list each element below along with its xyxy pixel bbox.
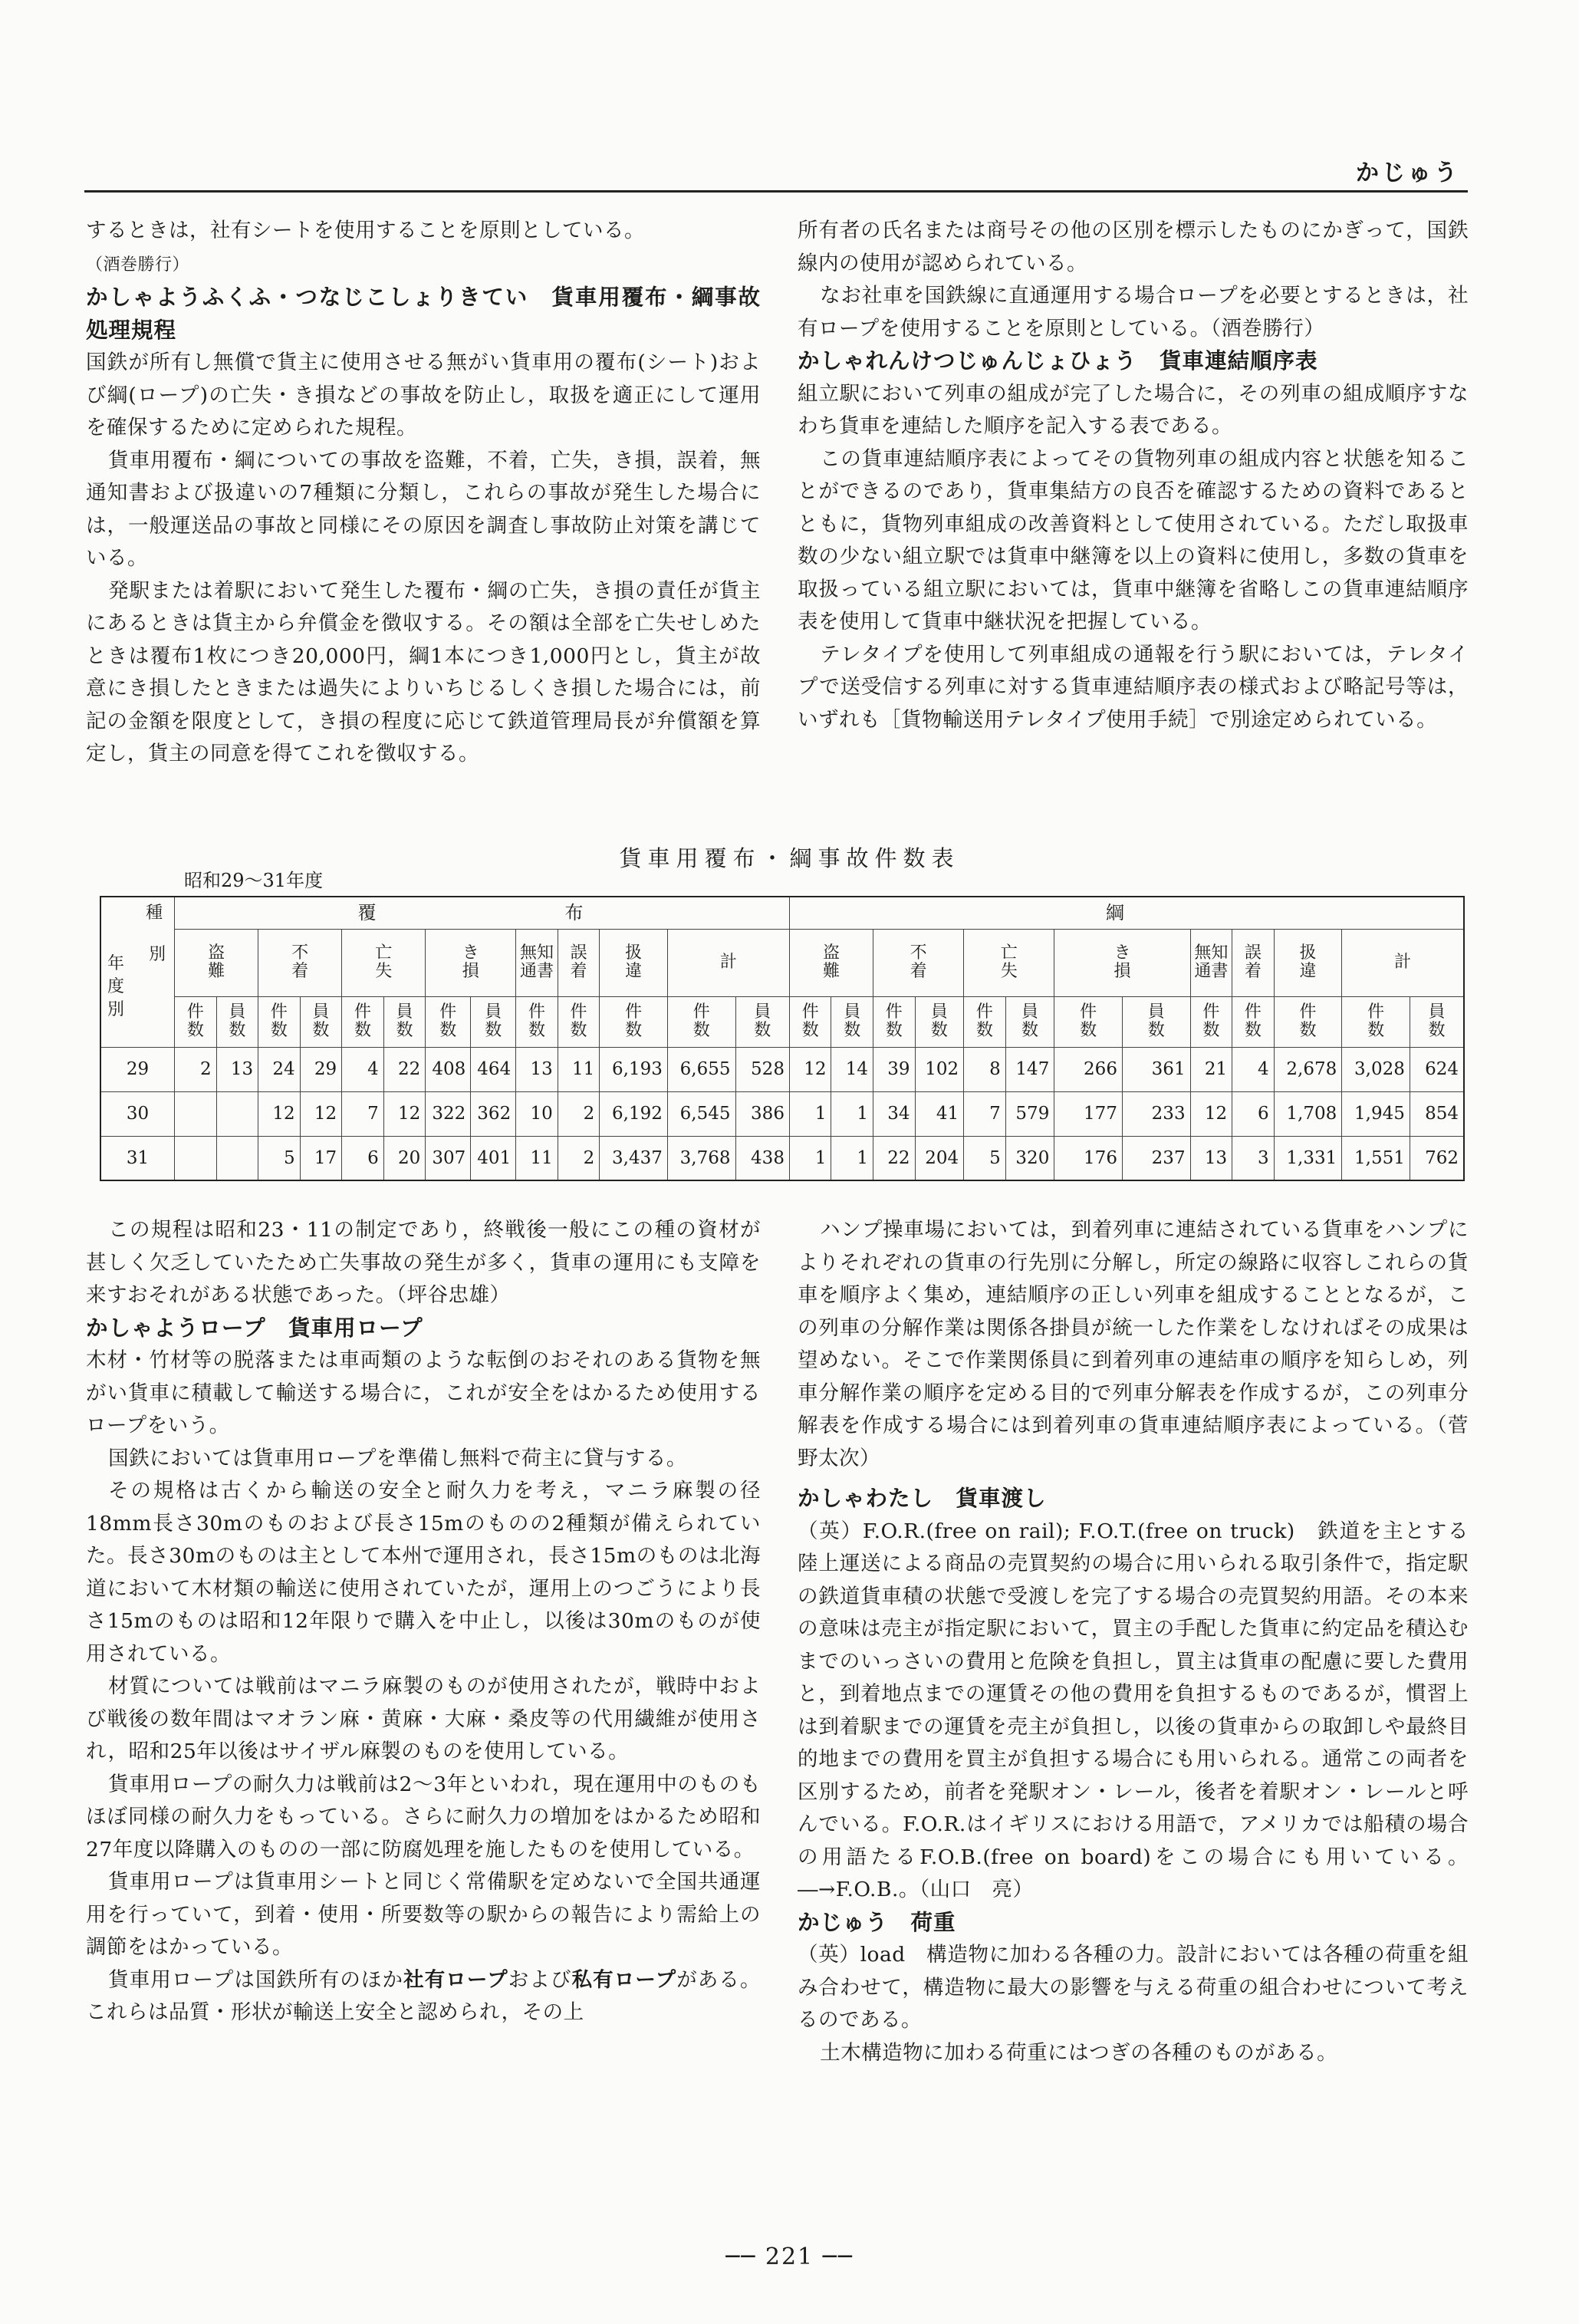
unit-header-ken: 件 数: [258, 996, 301, 1047]
right-column-bottom: [798, 1214, 1469, 2069]
table-cell: 5: [258, 1136, 301, 1180]
table-cell: 20: [383, 1136, 426, 1180]
paragraph: 材質については戦前はマニラ麻製のものが使用されたが，戦時中および戦後の数年間はマオラン麻・黄麻・大麻・桑皮等の代用繊維が使用され，昭和25年以後はサイザル麻製のものを使用している。: [86, 1674, 761, 1763]
table-cell: 7: [342, 1091, 384, 1136]
table-cell: 41: [915, 1091, 964, 1136]
table-cell: 401: [471, 1136, 516, 1180]
entry-title-rope: かしゃようロープ 貨車用ロープ: [86, 1315, 423, 1341]
unit-header-in: 員 数: [300, 996, 342, 1047]
table-cell: 1,945: [1342, 1091, 1410, 1136]
paragraph: 発駅または着駅において発生した覆布・綱の亡失，き損の責任が貨主にあるときは貨主から弁償金を徴収する。その額は全部を亡失せしめたときは覆布1枚につき20,000円，綱1本につき1,000円とし，貨主が故意にき損したときまたは過失によりいちじるしくき損した場合には，前記の金額を限度として，き損の程度に応じて鉄道管理局長が弁償額を算定し，貨主の同意を得てこれを徴収する。: [86, 578, 761, 765]
category-header: 不 着: [873, 929, 964, 996]
page-number: ── 221 ──: [725, 2243, 854, 2270]
unit-header-ken: 件 数: [667, 996, 735, 1047]
category-header: 無知 通書: [1190, 929, 1232, 996]
table-cell: 6: [1232, 1091, 1275, 1136]
table-cell: 2: [558, 1091, 600, 1136]
unit-header-in: 員 数: [831, 996, 873, 1047]
table-cell: 13: [516, 1047, 558, 1091]
left-column-top: [86, 215, 761, 771]
running-header-index: かじゅう: [1356, 160, 1460, 186]
table-corner-header: [100, 897, 175, 1047]
table-cell: 6,545: [667, 1091, 735, 1136]
unit-header-in: 員 数: [216, 996, 258, 1047]
term-shayu-rope: 社有ロープ: [403, 1967, 508, 1992]
table-cell: 386: [735, 1091, 789, 1136]
entry-title-kaju: かじゅう 荷重: [798, 1909, 956, 1935]
table-cell: 2: [175, 1047, 217, 1091]
table-cell: 29: [300, 1047, 342, 1091]
table-period: 昭和29〜31年度: [184, 870, 324, 891]
row-year: 29: [100, 1047, 175, 1091]
paragraph: なお社車を国鉄線に直通運用する場合ロープを必要とするときは，社有ロープを使用することを原則としている。（酒巻勝行）: [798, 284, 1469, 341]
table-cell: 34: [873, 1091, 916, 1136]
table-cell: 5: [964, 1136, 1006, 1180]
table-cell: 1,708: [1274, 1091, 1342, 1136]
table-cell: 408: [426, 1047, 471, 1091]
unit-header-ken: 件 数: [600, 996, 668, 1047]
paragraph: 国鉄においては貨車用ロープを準備し無料で荷主に貸与する。: [108, 1446, 687, 1470]
author-credit: （酒巻勝行）: [86, 255, 190, 275]
table-cell: 464: [471, 1047, 516, 1091]
table-cell: [175, 1136, 217, 1180]
unit-header-ken: 件 数: [558, 996, 600, 1047]
row-year: 31: [100, 1136, 175, 1180]
table-cell: 1: [831, 1136, 873, 1180]
table-cell: 762: [1410, 1136, 1464, 1180]
paragraph: テレタイプを使用して列車組成の通報を行う駅においては，テレタイプで送受信する列車に対する貨車連結順序表の様式および略記号等は，いずれも［貨物輸送用テレタイプ使用手続］で別途定められている。: [798, 642, 1469, 732]
table-cell: 3,028: [1342, 1047, 1410, 1091]
table-body: [100, 1047, 1464, 1180]
unit-header-ken: 件 数: [964, 996, 1006, 1047]
unit-header-in: 員 数: [735, 996, 789, 1047]
row-year: 30: [100, 1091, 175, 1136]
category-header: き 損: [1054, 929, 1190, 996]
accident-table-wrap: [100, 896, 1465, 1181]
unit-header-row: [100, 996, 1464, 1047]
table-cell: 6,193: [600, 1047, 668, 1091]
category-header: 扱 違: [1274, 929, 1342, 996]
unit-header-ken: 件 数: [1190, 996, 1232, 1047]
group-header-tsuna: 綱: [789, 897, 1464, 929]
table-cell: 1,551: [1342, 1136, 1410, 1180]
table-cell: 3: [1232, 1136, 1275, 1180]
table-cell: 1,331: [1274, 1136, 1342, 1180]
table-cell: 14: [831, 1047, 873, 1091]
table-cell: 24: [258, 1047, 301, 1091]
table-cell: 1: [831, 1091, 873, 1136]
paragraph: するときは，社有シートを使用することを原則としている。 （酒巻勝行）: [86, 219, 645, 275]
category-header: き 損: [426, 929, 516, 996]
table-cell: 266: [1054, 1047, 1123, 1091]
table-cell: 362: [471, 1091, 516, 1136]
entry-definition: 木材・竹材等の脱落または車両類のような転倒のおそれのある貨物を無がい貨車に積載して輸送する場合に，これが安全をはかるため使用するロープをいう。: [86, 1348, 761, 1437]
paragraph: 貨車用ロープは国鉄所有のほか社有ロープおよび私有ロープがある。これらは品質・形状が輸送上安全と認められ，その上: [86, 1967, 761, 2024]
paragraph: 所有者の氏名または商号その他の区別を標示したものにかぎって，国鉄線内の使用が認められている。: [798, 219, 1469, 275]
table-cell: 7: [964, 1091, 1006, 1136]
unit-header-ken: 件 数: [1342, 996, 1410, 1047]
unit-header-ken: 件 数: [789, 996, 831, 1047]
table-row: [100, 1136, 1464, 1180]
category-header: 亡 失: [342, 929, 426, 996]
table-cell: 176: [1054, 1136, 1123, 1180]
table-cell: 3,437: [600, 1136, 668, 1180]
table-cell: 147: [1005, 1047, 1054, 1091]
unit-header-ken: 件 数: [1232, 996, 1275, 1047]
table-cell: 6,192: [600, 1091, 668, 1136]
paragraph: 貨車用覆布・綱についての事故を盗難，不着，亡失，き損，誤着，無通知書および扱違いの7種類に分類し，これらの事故が発生した場合には，一般運送品の事故と同様にその原因を調査し事故防止対策を講じている。: [86, 448, 761, 570]
entry-definition: （英）F.O.R.(free on rail); F.O.T.(free on truck) 鉄道を主とする陸上運送による商品の売買契約の場合に用いられる取引条件で，指定駅の鉄道貨車積の状態で受渡しを完了する場合の売買契約用語。その本来の意味は売主が指定駅において，買主の手配した貨車に約定品を積込むまでのいっさいの費用と危険を負担し，買主は貨車の配慮に要した費用と，到着地点までの運賃その他の費用を負担するものであるが，慣習上は到着駅までの運賃を売主が負担し，以後の貨車からの取卸しや最終目的地までの費用を買主が負担する場合にも用いられる。通常この両者を区別するため，前者を発駅オン・レール，後者を着駅オン・レールと呼んでいる。F.O.R.はイギリスにおける用語で，アメリカでは船積の場合の用語たるF.O.B.(free on board)をこの場合にも用いている。―→F.O.B.。（山口 亮）: [798, 1519, 1469, 1901]
paragraph: 貨車用ロープの耐久力は戦前は2〜3年といわれ，現在運用中のものもほぼ同様の耐久力をもっている。さらに耐久力の増加をはかるため昭和27年度以降購入のものの一部に防腐処理を施したものを使用している。: [86, 1772, 761, 1862]
unit-header-in: 員 数: [1005, 996, 1054, 1047]
category-header: 不 着: [258, 929, 342, 996]
table-cell: 22: [873, 1136, 916, 1180]
table-cell: 204: [915, 1136, 964, 1180]
category-header: 扱 違: [600, 929, 668, 996]
category-header: 誤 着: [558, 929, 600, 996]
unit-header-ken: 件 数: [516, 996, 558, 1047]
category-header: 計: [667, 929, 789, 996]
paragraph: 貨車用ロープは貨車用シートと同じく常備駅を定めないで全国共通運用を行っていて，到着・使用・所要数等の駅からの報告により需給上の調節をはかっている。: [86, 1870, 761, 1959]
corner-label-shu: 種: [146, 904, 163, 923]
table-cell: 6: [342, 1136, 384, 1180]
table-cell: 307: [426, 1136, 471, 1180]
unit-header-in: 員 数: [471, 996, 516, 1047]
corner-label-nendo: 年度別: [107, 954, 124, 1020]
table-cell: 528: [735, 1047, 789, 1091]
table-row: [100, 1091, 1464, 1136]
unit-header-in: 員 数: [915, 996, 964, 1047]
unit-header-in: 員 数: [1410, 996, 1464, 1047]
table-title: 貨車用覆布・綱事故件数表: [619, 845, 960, 871]
category-header: 盗 難: [789, 929, 873, 996]
table-cell: 21: [1190, 1047, 1232, 1091]
unit-header-ken: 件 数: [342, 996, 384, 1047]
table-cell: 579: [1005, 1091, 1054, 1136]
table-row: [100, 1047, 1464, 1091]
table-cell: 2: [558, 1136, 600, 1180]
table-cell: 11: [516, 1136, 558, 1180]
entry-title-fufu-kitei: かしゃようふくふ・つなじこしょりきてい 貨車用覆布・綱事故処理規程: [86, 285, 761, 343]
unit-header-ken: 件 数: [175, 996, 217, 1047]
term-shiyu-rope: 私有ロープ: [571, 1967, 677, 1992]
category-header: 盗 難: [175, 929, 258, 996]
table-cell: [216, 1091, 258, 1136]
table-cell: [175, 1091, 217, 1136]
paragraph: この規程は昭和23・11の制定であり，終戦後一般にこの種の資材が甚しく欠乏していたため亡失事故の発生が多く，貨車の運用にも支障を来すおそれがある状態であった。（坪谷忠雄）: [86, 1218, 761, 1307]
table-cell: 854: [1410, 1091, 1464, 1136]
table-cell: 10: [516, 1091, 558, 1136]
table-cell: 4: [342, 1047, 384, 1091]
table-cell: 13: [216, 1047, 258, 1091]
header-rule: [84, 190, 1468, 193]
corner-label-betsu: 別: [149, 945, 166, 965]
entry-definition: 国鉄が所有し無償で貨主に使用させる無がい貨車用の覆布(シート)および綱(ロープ)の亡失・き損などの事故を防止し，取扱を適正にして運用を確保するために定められた規程。: [86, 351, 761, 439]
table-cell: 177: [1054, 1091, 1123, 1136]
table-cell: 12: [1190, 1091, 1232, 1136]
table-cell: 12: [789, 1047, 831, 1091]
table-cell: 237: [1122, 1136, 1190, 1180]
table-cell: 438: [735, 1136, 789, 1180]
table-cell: 39: [873, 1047, 916, 1091]
paragraph: ハンプ操車場においては，到着列車に連結されている貨車をハンプによりそれぞれの貨車の行先別に分解し，所定の線路に収容しこれらの貨車を順序よく集め，連結順序の正しい列車を組成することとなるが，この列車の分解作業は関係各掛員が統一した作業をしなければその成果は望めない。そこで作業関係員に到着列車の連結車の順序を知らしめ，列車分解作業の順序を定める目的で列車分解表を作成するが，この列車分解表を作成する場合には到着列車の貨車連結順序表によっている。（菅野太次）: [798, 1218, 1469, 1470]
table-cell: 3,768: [667, 1136, 735, 1180]
category-header: 無知 通書: [516, 929, 558, 996]
category-header: 計: [1342, 929, 1464, 996]
table-cell: 8: [964, 1047, 1006, 1091]
table-cell: 12: [383, 1091, 426, 1136]
entry-definition: 組立駅において列車の組成が完了した場合に，その列車の組成順序すなわち貨車を連結した順序を記入する表である。: [798, 381, 1469, 438]
table-cell: 320: [1005, 1136, 1054, 1180]
table-cell: 322: [426, 1091, 471, 1136]
group-header-fufu: 覆 布: [175, 897, 790, 929]
unit-header-in: 員 数: [1122, 996, 1190, 1047]
table-cell: 2,678: [1274, 1047, 1342, 1091]
table-cell: 624: [1410, 1047, 1464, 1091]
left-column-bottom: [86, 1214, 761, 2029]
table-cell: 11: [558, 1047, 600, 1091]
table-cell: 17: [300, 1136, 342, 1180]
category-header: 亡 失: [964, 929, 1054, 996]
paragraph: この貨車連結順序表によってその貨物列車の組成内容と状態を知ることができるのであり，貨車集結方の良否を確認するための資料であるとともに，貨物列車組成の改善資料として使用されている。ただし取扱車数の少ない組立駅では貨車中継簿を以上の資料に使用し，多数の貨車を取扱っている組立駅においては，貨車中継簿を省略しこの貨車連結順序表を使用して貨車中継状況を把握している。: [798, 446, 1469, 634]
table-cell: 13: [1190, 1136, 1232, 1180]
table-cell: 22: [383, 1047, 426, 1091]
table-cell: 1: [789, 1091, 831, 1136]
unit-header-ken: 件 数: [1054, 996, 1123, 1047]
table-cell: 102: [915, 1047, 964, 1091]
table-cell: 1: [789, 1136, 831, 1180]
unit-header-ken: 件 数: [1274, 996, 1342, 1047]
right-column-top: [798, 215, 1469, 736]
category-header-row: [100, 929, 1464, 996]
table-cell: 233: [1122, 1091, 1190, 1136]
entry-title-renketsu: かしゃれんけつじゅんじょひょう 貨車連結順序表: [798, 348, 1318, 374]
table-cell: 12: [300, 1091, 342, 1136]
unit-header-in: 員 数: [383, 996, 426, 1047]
table-cell: 361: [1122, 1047, 1190, 1091]
category-header: 誤 着: [1232, 929, 1275, 996]
entry-definition: （英）load 構造物に加わる各種の力。設計においては各種の荷重を組み合わせて，構造物に最大の影響を与える荷重の組合わせについて考えるのである。: [798, 1943, 1469, 2032]
paragraph: 土木構造物に加わる荷重にはつぎの各種のものがある。: [820, 2040, 1338, 2065]
table-cell: [216, 1136, 258, 1180]
unit-header-ken: 件 数: [873, 996, 916, 1047]
unit-header-ken: 件 数: [426, 996, 471, 1047]
table-cell: 12: [258, 1091, 301, 1136]
table-cell: 4: [1232, 1047, 1275, 1091]
table-cell: 6,655: [667, 1047, 735, 1091]
paragraph: その規格は古くから輸送の安全と耐久力を考え，マニラ麻製の径18mm長さ30mのものおよび長さ15mのものの2種類が備えられていた。長さ30mのものは主として本州で運用され，長さ15mのものは北海道において木材類の輸送に使用されていたが，運用上のつごうにより長さ15mのものは昭和12年限りで購入を中止し，以後は30mのものが使用されている。: [86, 1479, 761, 1666]
entry-title-kashawatashi: かしゃわたし 貨車渡し: [798, 1486, 1047, 1511]
accident-table: [100, 896, 1465, 1181]
